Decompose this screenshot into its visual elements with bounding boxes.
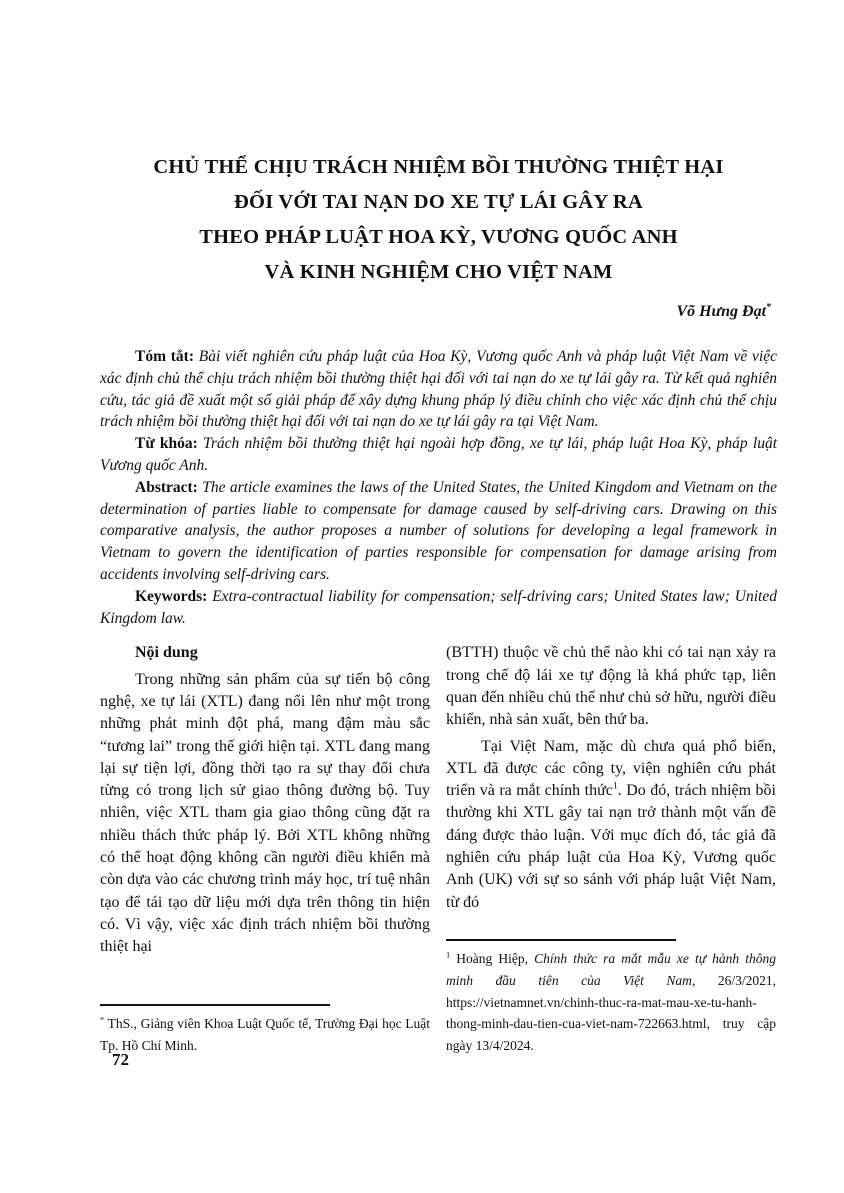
abstract-vi-paragraph bbox=[100, 346, 777, 433]
body-paragraph-right-2-pre: Tại Việt Nam, mặc dù chưa quá phổ biến, XTL đã được các công ty, viện nghiên cứu phát triển và ra mắt chính thức bbox=[446, 737, 776, 800]
footnote-1-marker: 1 bbox=[446, 950, 451, 960]
abstract-text: The article examines the laws of the United States, the United Kingdom and Vietnam on the determination of parties liable to compensate for damage caused by self-driving cars. Drawing on this comparative analysis, the author proposes a number of solutions for developing a legal framework in Vietnam to govern the identification of parties responsible for compensation for damage arising from accidents involving self-driving cars. bbox=[100, 478, 777, 583]
tom-tat-text: Bài viết nghiên cứu pháp luật của Hoa Kỳ, Vương quốc Anh và pháp luật Việt Nam về việc xác định chủ thể chịu trách nhiệm bồi thường thiệt hại đối với tai nạn do xe tự lái gây ra. Từ kết quả nghiên cứu, tác giả đề xuất một số giải pháp để xây dựng khung pháp lý điều chỉnh cho việc xác định chủ thể chịu trách nhiệm bồi thường thiệt hại đối với tai nạn do xe tự lái gây ra tại Việt Nam. bbox=[100, 348, 777, 431]
article-title-line-3: THEO PHÁP LUẬT HOA KỲ, VƯƠNG QUỐC ANH bbox=[199, 226, 678, 248]
author-footnote-marker: * bbox=[766, 301, 771, 313]
tu-khoa-label: Từ khóa: bbox=[135, 435, 198, 453]
footnote-separator-right bbox=[446, 939, 676, 941]
two-column-body bbox=[100, 642, 777, 1056]
author-footnote bbox=[100, 1013, 430, 1056]
author-line bbox=[100, 303, 771, 321]
author-footnote-symbol: * bbox=[100, 1015, 105, 1025]
front-matter bbox=[100, 346, 777, 629]
article-title bbox=[100, 150, 777, 290]
page-content bbox=[100, 0, 777, 1056]
article-title-line-1: CHỦ THỂ CHỊU TRÁCH NHIỆM BỒI THƯỜNG THIỆT HẠI bbox=[153, 156, 724, 178]
page-number: 72 bbox=[112, 1050, 129, 1069]
footnote-separator-left bbox=[100, 1004, 330, 1006]
keywords-vi-paragraph bbox=[100, 433, 777, 477]
tom-tat-label: Tóm tắt: bbox=[135, 348, 194, 365]
left-footnote-block bbox=[100, 1004, 430, 1056]
footnote-1-author: Hoàng Hiệp, bbox=[450, 951, 535, 967]
footnote-1-source-title: Chính thức ra mắt mẫu xe tự hành thông minh đầu tiên của Việt Nam bbox=[446, 951, 777, 988]
article-title-line-4: VÀ KINH NGHIỆM CHO VIỆT NAM bbox=[264, 261, 613, 283]
body-paragraph-right-2 bbox=[446, 736, 776, 914]
keywords-label: Keywords: bbox=[135, 587, 208, 605]
right-footnote-block bbox=[446, 939, 776, 1056]
footnote-ref-1: 1 bbox=[612, 780, 618, 792]
body-paragraph-left: Trong những sản phẩm của sự tiến bộ công nghệ, xe tự lái (XTL) đang nổi lên như một trong những phát minh đột phá, mang đậm màu sắc “tương lai” trong thế giới hiện tại. XTL đang mang lại sự tiện lợi, đồng thời tạo ra sự thay đổi chưa từng có trong lịch sử giao thông đường bộ. Tuy nhiên, việc XTL tham gia giao thông cũng đặt ra nhiều thách thức pháp lý. Bởi XTL không những có thể hoạt động không cần người điều khiển mà còn dựa vào các chương trình máy học, trí tuệ nhân tạo để tái tạo dữ liệu mới dựa trên thông tin hiện có. Vì vậy, việc xác định trách nhiệm bồi thường thiệt hại bbox=[100, 670, 430, 956]
author-footnote-text: ThS., Giảng viên Khoa Luật Quốc tế, Trường Đại học Luật Tp. Hồ Chí Minh. bbox=[100, 1016, 430, 1053]
footnote-1 bbox=[446, 948, 776, 1056]
keywords-en-paragraph bbox=[100, 586, 777, 630]
article-title-line-2: ĐỐI VỚI TAI NẠN DO XE TỰ LÁI GÂY RA bbox=[234, 191, 643, 213]
noi-dung-heading: Nội dung bbox=[135, 644, 198, 662]
footnote-1-citation: , 26/3/2021, https://vietnamnet.vn/chinh-thuc-ra-mat-mau-xe-tu-hanh-thong-minh-dau-tien-cua-viet-nam-722663.html, truy cập ngày 13/4/2024. bbox=[446, 972, 776, 1053]
author-name: Võ Hưng Đạt bbox=[676, 303, 767, 320]
body-paragraph-right-2-post: . Do đó, trách nhiệm bồi thường khi XTL gây tai nạn trở thành một vấn đề đáng được thảo luận. Với mục đích đó, tác giả đã nghiên cứu pháp luật của Hoa Kỳ, Vương quốc Anh (UK) với sự so sánh với pháp luật Việt Nam, từ đó bbox=[446, 782, 777, 911]
abstract-en-paragraph bbox=[100, 477, 777, 586]
abstract-label: Abstract: bbox=[135, 478, 198, 496]
keywords-text: Extra-contractual liability for compensation; self-driving cars; United States law; United Kingdom law. bbox=[100, 587, 777, 627]
left-column bbox=[100, 642, 430, 1056]
right-column bbox=[446, 642, 776, 1056]
body-paragraph-right-1: (BTTH) thuộc về chủ thể nào khi có tai nạn xảy ra trong chế độ lái xe tự động là khá phức tạp, liên quan đến nhiều chủ thể như chủ sở hữu, người điều khiển, nhà sản xuất, bên thứ ba. bbox=[446, 644, 776, 729]
tu-khoa-text: Trách nhiệm bồi thường thiệt hại ngoài hợp đồng, xe tự lái, pháp luật Hoa Kỳ, pháp luật Vương quốc Anh. bbox=[100, 435, 777, 474]
